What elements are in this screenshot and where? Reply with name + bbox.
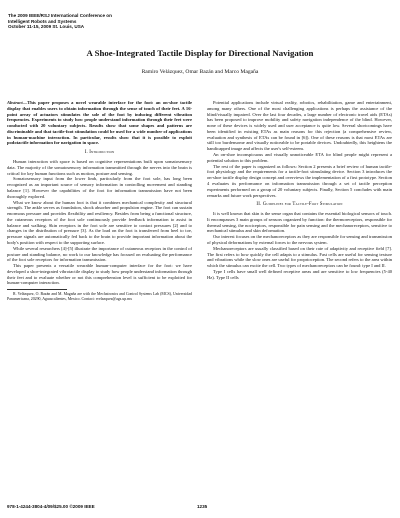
right-column	[207, 100, 392, 280]
abstract-lead: Abstract	[7, 100, 23, 105]
paragraph: It is well known that skin is the sense organ that contains the essential biological sensors of touch. It encompasses 3 main groups of sensors organized by function: the thermoreceptors, responsible for thermal sensing, the nociceptors, responsible for pain sensing and the mechanoreceptors, sensitive to mechanical stimulus and skin deformation.	[207, 211, 392, 234]
paragraph: An on-shoe inconspicuous and visually unnoticeable ETA for blind people might represent a potential solution to this problem.	[207, 152, 392, 163]
copyright-notice: 978-1-4244-3804-4/09/$25.00 ©2009 IEEE	[7, 504, 95, 509]
author-footnote: R. Velázquez, O. Bazán and M. Magaña are with the Mechatronics and Control Systems Lab (MCS), Universidad Panamericana, 20290, Aguascalientes, Mexico. Contact: rvelazquez@ags.up.mx	[7, 292, 192, 302]
paragraph: While several researchers [4]-[5] illustrate the importance of cutaneous receptors in the control of posture and standing balance, no work to our knowledge has focused on evaluating the performance of the foot sole receptors for information transmission.	[7, 245, 192, 263]
conference-header	[8, 13, 208, 30]
paragraph: Potential applications include virtual reality, robotics, rehabilitation, game and entertainment, among many others. One of the most challenging applications is perhaps the assistance of the blind/visually impaired. Over the last four decades, a large number of electronic travel aids (ETAs) has been proposed to improve mobility and safety navigation independence of the blind. However, none of these devices is widely used and user acceptance is quite low. Several shortcomings have been identified in existing ETAs as main reasons for this rejection (a comprehensive review, evaluation and synthesis of ETAs can be found in [6]). One of these reasons is that most ETAs are still too burdensome and visually noticeable to be portable devices. Undoubtedly, this heightens the handicapped image and affects the user's self-esteem.	[207, 100, 392, 152]
paragraph: Mechanoreceptors are usually classified based on their rate of adaptivity and receptive field [7]. The first refers to how quickly the cell adapts to a stimulus. Fast cells are useful for sensing texture and vibrations while the slow ones are useful for proprioception. The second refers to the area within which the stimulus can excite the cell. Two types of mechanoreceptors can be found: type I and II.	[207, 245, 392, 269]
page-number: 1235	[197, 504, 208, 509]
paragraph: This paper presents a versatile wearable human-computer interface for the foot: we have developed a shoe-integrated vibrotactile display to study how people understand information through their feet and to evaluate whether or not this comprehension level is sufficient to be exploited for human-computer interaction.	[7, 263, 192, 286]
abstract-body: —This paper proposes a novel wearable interface for the foot: an on-shoe tactile display that enables users to obtain information through the sense of touch of their feet. A 16-point array of actuators stimulates the sole of the foot by inducing different vibration frequencies. Experiments to study how people understand information through their feet were conducted with 20 voluntary subjects. Results show that some shapes and patterns are discriminable and that tactile-foot stimulation could be used for a wide number of applications in human-machine interaction. In particular, results show that it is possible to exploit podotactile information for navigation in space.	[7, 100, 192, 146]
paragraph: Type I cells have small well defined receptive areas and are sensitive to low frequencies (5-40 Hz). Type II cells	[207, 268, 392, 280]
paragraph: What we know about the human foot is that it combines mechanical complexity and structural strength. The ankle serves as foundation, shock absorber and propulsion engine. The foot can sustain enormous pressure and provides flexibility and resiliency. Besides from being a functional structure, the cutaneous receptors of the foot sole continuously provide feedback information to assist in balance and walking. Skin receptors in the foot sole are sensitive to contact pressures [2] and to changes in the distribution of pressure [3]. As the load on the foot is transferred from heel to toe, pressure signals are automatically fed back to the brain to provide important information about the body's position with respect to the supporting surface.	[7, 199, 192, 245]
paragraph: Our interest focuses on the mechanoreceptors as they are responsible for sensing and transmission of physical deformations by external forces to the nervous system.	[207, 234, 392, 245]
footnote-divider	[7, 289, 67, 290]
conference-name: The 2009 IEEE/RSJ International Conference on	[8, 13, 112, 18]
paragraph: The rest of the paper is organized as follows: Section 2 presents a brief review of human tactile-foot physiology and the requirements for a tactile-foot stimulating device. Section 3 introduces the on-shoe tactile display design concept and overviews the implementation of a first prototype. Section 4 evaluates its performance on information transmission through a set of tactile perception experiments performed on a group of 20 voluntary subjects. Finally, Section 5 concludes with main remarks and future work perspectives.	[207, 163, 392, 198]
conference-name-line2: Intelligent Robots and Systems	[8, 18, 77, 24]
paper-authors: Ramiro Velázquez, Omar Bazán and Marco Magaña	[141, 69, 259, 75]
section-heading-introduction: I. Introduction	[84, 150, 115, 156]
paragraph: Human interaction with space is based on cognitive representations built upon somatosensory data. The majority of the somatosensory information transmitted through the nerves into the brain is critical for key human functions such as motion, posture and sensing.	[7, 159, 192, 176]
left-column	[7, 100, 192, 302]
conference-dates: October 11-15, 2009 St. Louis, USA	[8, 24, 85, 30]
paragraph: Somatosensory input from the lower limb, particularly from the foot sole, has long been recognized as an important source of sensory information in controlling movement and standing balance [1]. However the capabilities of the foot for information transmission have not been thoroughly explored.	[7, 176, 192, 199]
section-heading-guidelines: II. Guidelines for Tactile-Foot Stimulation	[256, 202, 343, 208]
abstract	[7, 100, 192, 146]
paper-title: A Shoe-Integrated Tactile Display for Directional Navigation	[86, 48, 314, 58]
